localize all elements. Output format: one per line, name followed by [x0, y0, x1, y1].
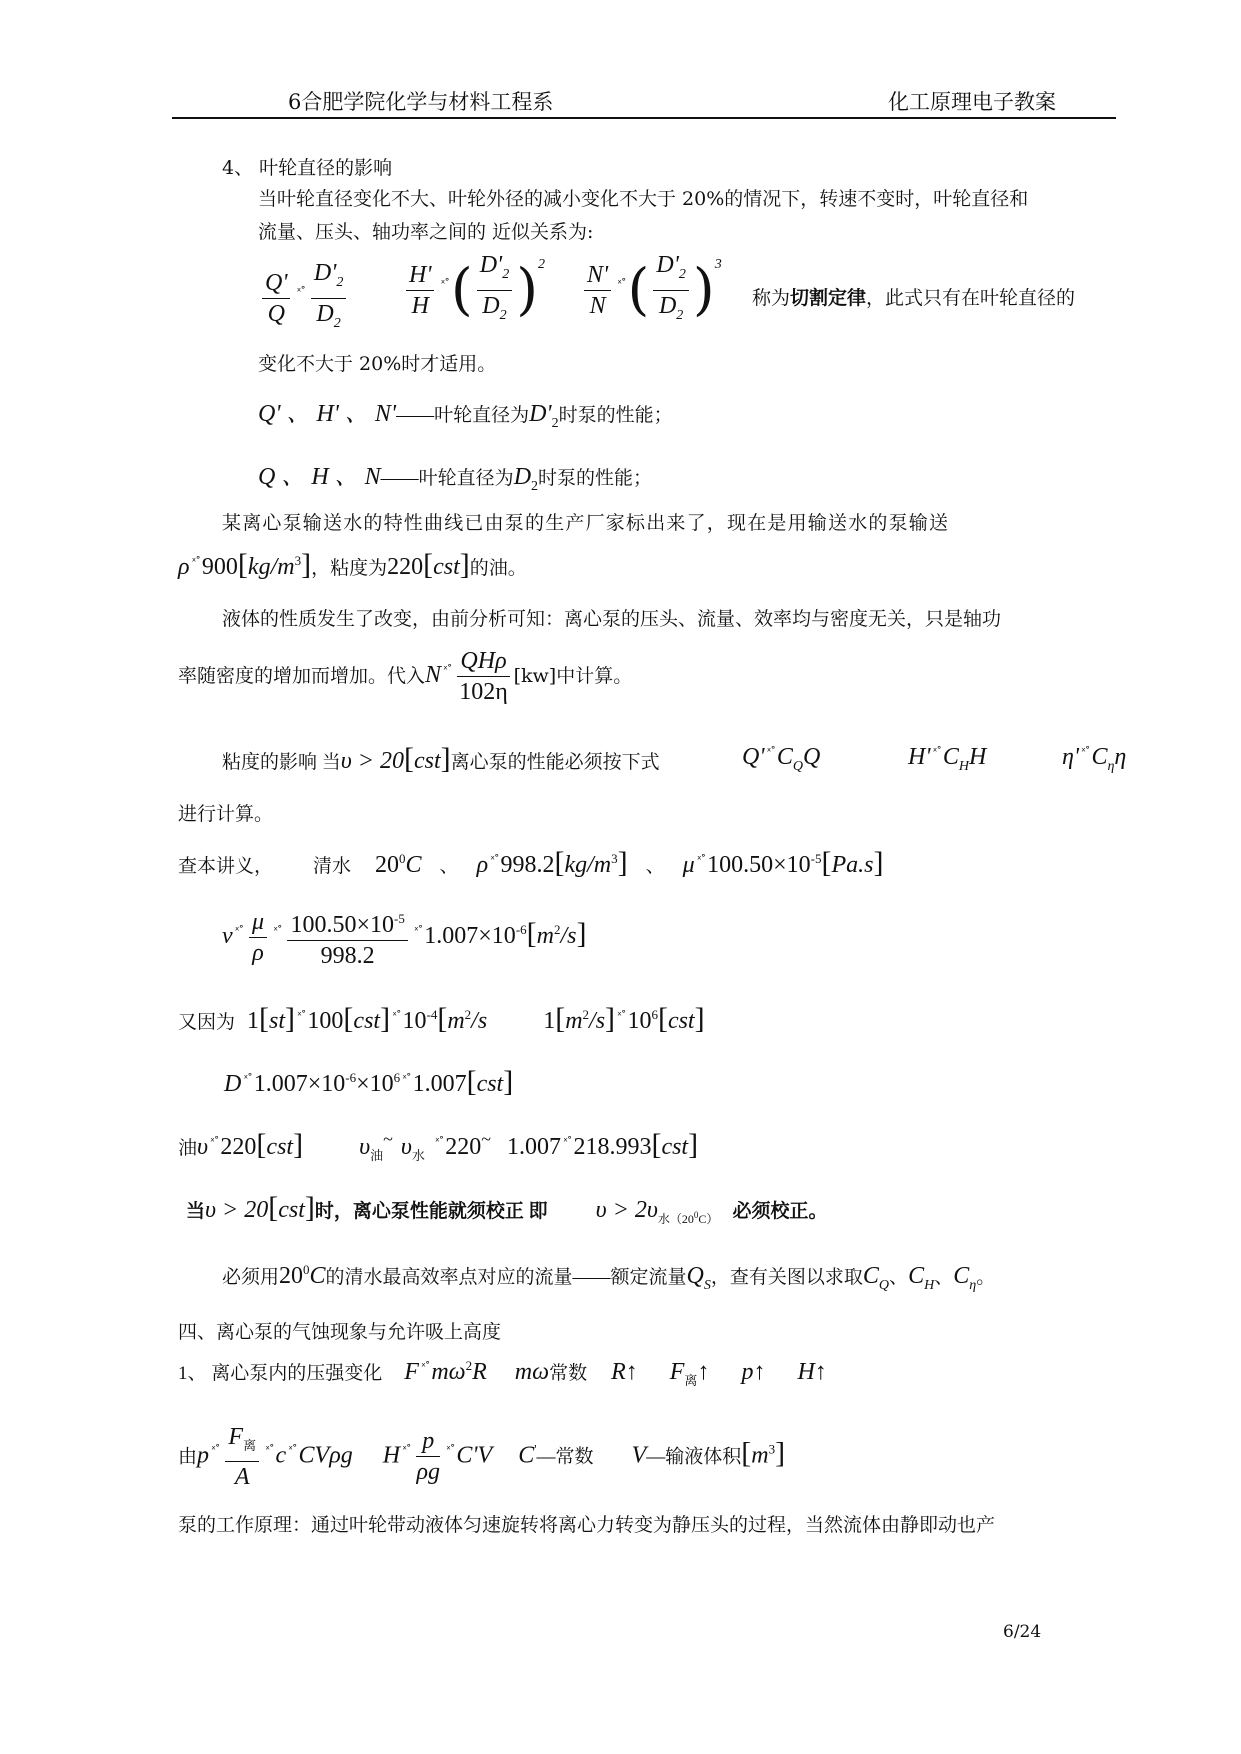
page-number: 6/24: [1003, 1622, 1042, 1642]
paragraph: 液体的性质发生了改变，由前分析可知：离心泵的压头、流量、效率均与密度无关，只是轴功: [222, 608, 1002, 630]
paragraph: 流量、压头、轴功率之间的 近似关系为:: [258, 221, 594, 243]
section-heading: 四、离心泵的气蚀现象与允许吸上高度: [178, 1321, 502, 1343]
correction-condition: 当υ > 20[cst]时，离心泵性能就须校正 即 $\upsilon > 2\upsilon_{水(20^0C)}$ 必须校正。: [186, 1191, 828, 1226]
formula-q-ratio: $\frac{Q'}{Q}$ $^{ˣ˚}$ $\frac{D'_2}{D_2}$: [258, 260, 350, 337]
correction-formula-eta: η' $^{ˣ˚}C_\eta\eta$: [1062, 744, 1127, 774]
cutting-law-text: 称为切割定律，此式只有在叶轮直径的: [752, 287, 1076, 309]
header-right: 化工原理电子教案: [888, 90, 1056, 114]
kinematic-viscosity-formula: ν $^{ˣ˚}$ $\frac{\mu}{\rho}$ $^{ˣ˚}$ $\frac{100.50\times 10^{-5}}{998.2}$ $^{ˣ˚}1.007\times 10^{-6}[m^2/s]$: [222, 906, 587, 969]
rated-flow-line: 必须用$20^0C$的清水最高效率点对应的流量——额定流量$Q_S$，查有关图以求取$C_Q$、$C_H$、$C_\eta$。: [222, 1262, 996, 1293]
paragraph: 某离心泵输送水的特性曲线已由泵的生产厂家标出来了，现在是用输送水的泵输送: [222, 512, 950, 534]
header-rule: [172, 117, 1116, 119]
oil-density-line: ρ $^{ˣ˚}900[kg/m^3]$，粘度为220[cst]的油。: [178, 548, 527, 581]
paragraph: 进行计算。: [178, 803, 274, 825]
viscosity-line: 粘度的影响 当υ > 20[cst]离心泵的性能必须按下式: [222, 742, 660, 775]
power-formula-line: 率随密度的增加而增加。代入N $^{ˣ˚}$ $\frac{\text{QHρ}}{102\eta}$ [kw]中计算。: [178, 648, 633, 705]
paragraph: 当叶轮直径变化不大、叶轮外径的减小变化不大于 20%的情况下，转速不变时，叶轮直径和: [258, 188, 1029, 210]
lookup-line: 查本讲义， 清水 $20^0C$ 、 ρ $^{ˣ˚}998.2[kg/m^3]$ 、 μ $^{ˣ˚}100.50\times 10^{-5}[Pa.s]$: [178, 846, 884, 879]
pressure-change-line: 1、 离心泵内的压强变化 F $^{ˣ˚}m\omega^2R$ mω常数 R↑ $F_离↑$ p↑ H↑: [178, 1358, 827, 1388]
d-line: D $^{ˣ˚}1.007\times 10^{-6}\times 10^6$ $^{ˣ˚}$1.007[cst]: [224, 1065, 514, 1098]
definition-line: Q 、 H 、 N——叶轮直径为$D_2$时泵的性能；: [258, 464, 653, 494]
section-heading: 4、 叶轮直径的影响: [222, 157, 393, 179]
header-left: 6合肥学院化学与材料工程系: [288, 90, 554, 114]
definition-line: Q' 、 H' 、 N'——叶轮直径为$D'_2$时泵的性能；: [258, 401, 673, 431]
pressure-derivation-line: 由p $^{ˣ˚}$ $\frac{F_离}{A}$ $^{ˣ˚}$c $^{ˣ˚}$CVρg H $^{ˣ˚}$ $\frac{p}{\rho g}$ $^{ˣ˚}$C'V C'—常数 V—输液体积$[m^3]$: [178, 1424, 786, 1490]
formula-h-ratio: $\frac{H'}{H}$ $^{ˣ˚}$( $\frac{D'_2}{D_2}$ )$^2$: [402, 252, 545, 329]
paragraph: 变化不大于 20%时才适用。: [258, 353, 497, 375]
correction-formula-q: Q' $^{ˣ˚}C_QQ$: [742, 744, 821, 774]
correction-formula-h: H' $^{ˣ˚}C_HH$: [908, 744, 987, 774]
conversion-line: 又因为 1[st] $^{ˣ˚}$100[cst] $^{ˣ˚}10^{-4}[m^2/s$ $1[m^2/s]$ $^{ˣ˚}10^6[cst]$: [178, 1002, 705, 1035]
paragraph: 泵的工作原理：通过叶轮带动液体匀速旋转将离心力转变为静压头的过程，当然流体由静即动也产: [178, 1514, 996, 1536]
formula-n-ratio: $\frac{N'}{N}$ $^{ˣ˚}$( $\frac{D'_2}{D_2}$ )$^3$: [580, 252, 722, 329]
oil-viscosity-line: 油υ $^{ˣ˚}$220[cst] $\upsilon_油^\sim$ $\upsilon_水^{ˣ˚}220^\sim$ 1.007 $^{ˣ˚}$218.993[cst]: [178, 1128, 699, 1163]
